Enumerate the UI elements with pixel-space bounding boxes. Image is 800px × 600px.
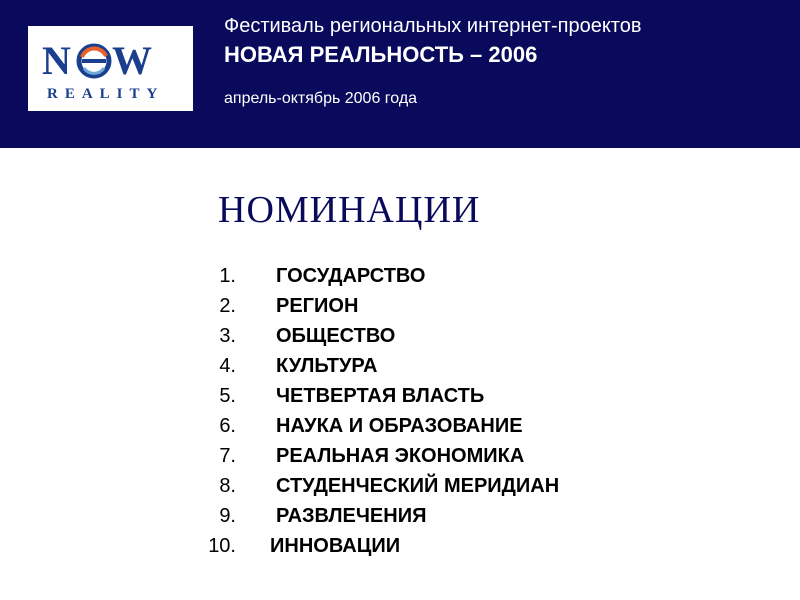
item-number: 9.	[219, 505, 236, 527]
festival-title: НОВАЯ РЕАЛЬНОСТЬ – 2006	[224, 42, 538, 67]
item-number: 2.	[219, 295, 236, 317]
item-number: 1.	[219, 265, 236, 287]
item-number: 6.	[219, 415, 236, 437]
item-number: 7.	[219, 445, 236, 467]
item-label: РАЗВЛЕЧЕНИЯ	[276, 505, 427, 527]
item-number: 5.	[219, 385, 236, 407]
item-label: РЕАЛЬНАЯ ЭКОНОМИКА	[276, 445, 525, 467]
item-label: НАУКА И ОБРАЗОВАНИЕ	[276, 415, 523, 437]
logo	[28, 26, 193, 111]
svg-text:W: W	[112, 38, 152, 83]
item-label: ОБЩЕСТВО	[276, 325, 396, 347]
page-title: НОМИНАЦИИ	[218, 189, 481, 231]
item-label: ГОСУДАРСТВО	[276, 265, 426, 287]
item-number: 8.	[219, 475, 236, 497]
item-number: 10.	[208, 535, 236, 557]
item-label: РЕГИОН	[276, 295, 359, 317]
item-label: ИННОВАЦИИ	[270, 535, 401, 557]
header-banner	[0, 0, 800, 148]
festival-dates: апрель-октябрь 2006 года	[224, 90, 418, 107]
new-reality-logo	[28, 26, 193, 111]
svg-text:REALITY: REALITY	[47, 86, 165, 102]
item-number: 3.	[219, 325, 236, 347]
item-label: КУЛЬТУРА	[276, 355, 378, 377]
item-label: ЧЕТВЕРТАЯ ВЛАСТЬ	[276, 385, 485, 407]
item-label: СТУДЕНЧЕСКИЙ МЕРИДИАН	[276, 475, 560, 497]
festival-subtitle: Фестиваль региональных интернет-проектов	[224, 15, 642, 37]
logo-swirl-icon	[79, 46, 109, 76]
item-number: 4.	[219, 355, 236, 377]
svg-text:N: N	[42, 38, 71, 83]
